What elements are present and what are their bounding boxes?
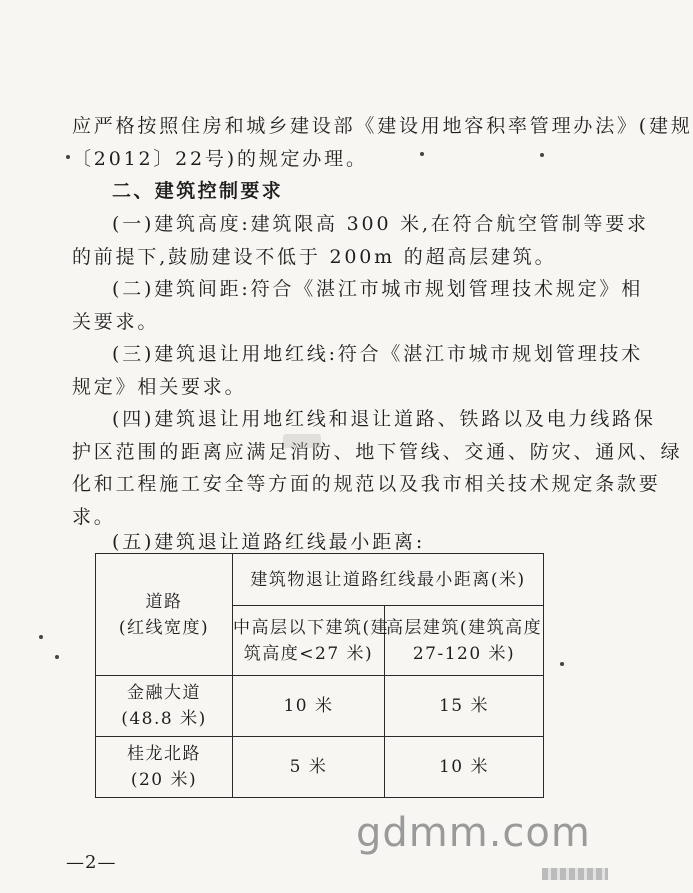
road-name: 金融大道	[127, 683, 201, 703]
scan-speck	[39, 635, 43, 639]
mid-rise-header-line: 筑高度<27 米)	[243, 643, 374, 664]
setback-table	[95, 553, 544, 798]
high-rise-distance-cell: 10 米	[385, 737, 544, 798]
road-name: 桂龙北路	[127, 744, 201, 764]
paragraph-line: (一)建筑高度:建筑限高 300 米,在符合航空管制等要求	[112, 213, 649, 235]
scan-speck	[55, 655, 59, 659]
paragraph-line: (二)建筑间距:符合《湛江市城市规划管理技术规定》相	[112, 278, 644, 300]
road-width: (48.8 米)	[121, 709, 207, 729]
mid-rise-distance-cell: 10 米	[233, 676, 385, 737]
paragraph-line: (五)建筑退让道路红线最小距离:	[112, 531, 426, 553]
road-name-cell	[96, 737, 233, 798]
paragraph-line: 〔2012〕22号)的规定办理。	[72, 148, 368, 170]
road-header-cell	[96, 554, 233, 676]
high-rise-distance-cell: 15 米	[385, 676, 544, 737]
paragraph-line: 化和工程施工安全等方面的规范以及我市相关技术规定条款要	[72, 473, 661, 495]
road-header-label: 道路	[145, 591, 183, 612]
section-heading: 二、建筑控制要求	[112, 180, 284, 202]
road-name-cell	[96, 676, 233, 737]
scan-speck	[420, 152, 424, 156]
paragraph-line: 应严格按照住房和城乡建设部《建设用地容积率管理办法》(建规	[72, 115, 693, 137]
scan-speck	[540, 153, 544, 157]
scan-speck	[66, 155, 70, 159]
mosaic-watermark	[542, 868, 608, 880]
table-row	[96, 676, 544, 737]
weibo-watermark-icon	[283, 434, 321, 448]
page-number: —2—	[66, 852, 117, 873]
paragraph-line: 的前提下,鼓励建设不低于 200m 的超高层建筑。	[72, 246, 557, 268]
paragraph-line: 护区范围的距离应满足消防、地下管线、交通、防灾、通风、绿	[72, 441, 683, 463]
site-watermark: gdmm.com	[356, 810, 591, 856]
scan-speck	[560, 662, 564, 666]
table-row	[96, 737, 544, 798]
paragraph-line: (四)建筑退让用地红线和退让道路、铁路以及电力线路保	[112, 408, 656, 430]
mid-rise-header-line: 中高层以下建筑(建	[233, 617, 390, 638]
high-rise-header-line: 高层建筑(建筑高度	[385, 617, 543, 638]
road-width: (20 米)	[130, 770, 198, 790]
paragraph-line: 关要求。	[72, 311, 160, 333]
road-header-sublabel: (红线宽度)	[118, 617, 210, 638]
mid-rise-distance-cell: 5 米	[233, 737, 385, 798]
paragraph-line: 规定》相关要求。	[72, 376, 247, 398]
paragraph-line: 求。	[72, 506, 116, 528]
paragraph-line: (三)建筑退让用地红线:符合《湛江市城市规划管理技术	[112, 343, 644, 365]
high-rise-header-cell	[385, 606, 544, 676]
distance-header-cell: 建筑物退让道路红线最小距离(米)	[233, 554, 544, 606]
mid-rise-header-cell	[233, 606, 390, 676]
high-rise-header-line: 27-120 米)	[412, 643, 516, 664]
